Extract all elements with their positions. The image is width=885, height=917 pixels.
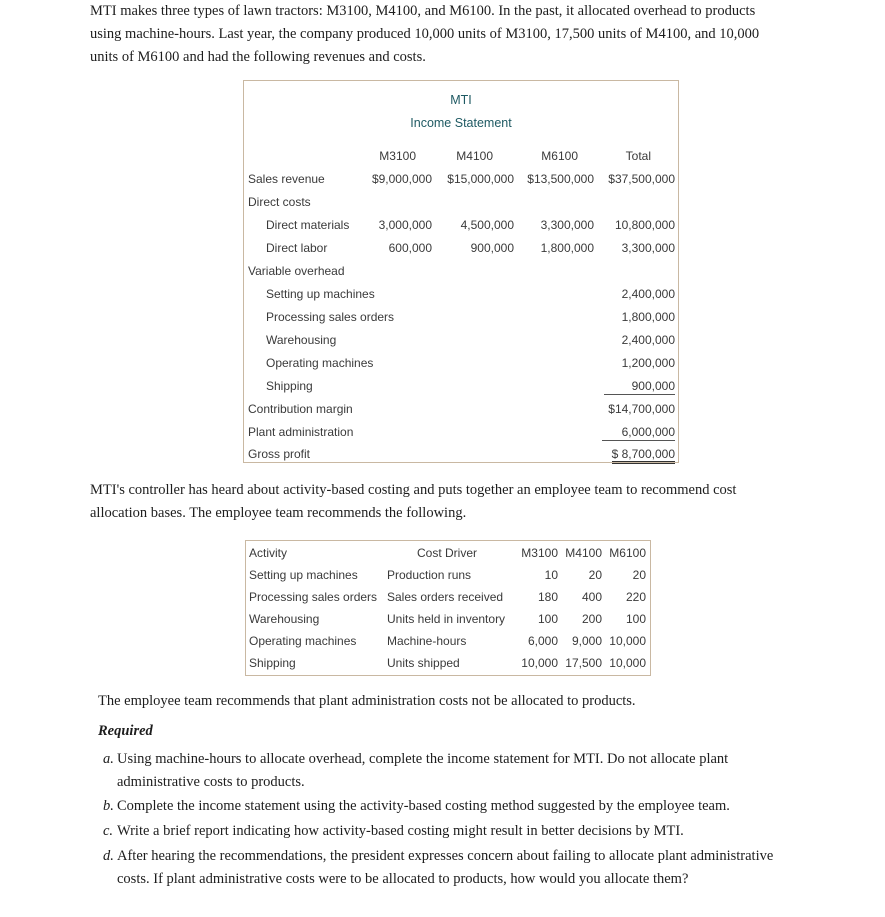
cell-value: 17,500: [565, 656, 602, 670]
row-label: Plant administration: [248, 425, 354, 439]
cell-value: 600,000: [388, 241, 432, 255]
table-row: [246, 656, 650, 676]
item-letter: c.: [103, 823, 114, 839]
required-item-a: [103, 748, 803, 794]
required-item-c: [103, 820, 803, 843]
intro-line: MTI makes three types of lawn tractors: M3100, M4100, and M6100. In the past, it allocated overhead to products: [90, 3, 756, 19]
column-header: Total: [625, 149, 651, 163]
table-row: [246, 634, 650, 654]
table-row: [244, 264, 678, 284]
abc-paragraph: [90, 479, 810, 525]
cell-value: 3,300,000: [621, 241, 675, 255]
row-label: Contribution margin: [248, 402, 353, 416]
row-label: Shipping: [266, 379, 313, 393]
cell-value: 200: [581, 612, 602, 626]
cell-value: 900,000: [470, 241, 514, 255]
cell-value: $13,500,000: [527, 172, 594, 186]
income-statement-company: MTI: [450, 93, 472, 107]
recommendation-paragraph: [98, 690, 818, 713]
table-row: [244, 195, 678, 215]
item-letter: d.: [103, 848, 114, 864]
cell-value: 6,000,000: [602, 425, 675, 441]
item-line: administrative costs to products.: [117, 774, 305, 790]
paragraph-line: The employee team recommends that plant administration costs not be allocated to products.: [98, 693, 636, 709]
table-row: [244, 402, 678, 422]
item-letter: a.: [103, 751, 114, 767]
cell-value: 220: [625, 590, 646, 604]
income-statement-table: [243, 80, 679, 463]
item-line: costs. If plant administrative costs were to be allocated to products, how would you allocate them?: [117, 871, 689, 887]
cell-value: 10: [544, 568, 558, 582]
cell-value: 10,000: [521, 656, 558, 670]
cell-value: 100: [537, 612, 558, 626]
cell-value: 900,000: [604, 379, 675, 395]
cell-value: 1,200,000: [621, 356, 675, 370]
row-label: Variable overhead: [248, 264, 345, 278]
item-line: Using machine-hours to allocate overhead, complete the income statement for MTI. Do not allocate plant: [117, 751, 729, 767]
cell-value: $15,000,000: [447, 172, 514, 186]
cell-value: $ 8,700,000: [612, 447, 675, 464]
column-header-row: [244, 149, 678, 169]
row-label: Direct labor: [266, 241, 328, 255]
table-row: [246, 612, 650, 632]
row-label: Direct materials: [266, 218, 350, 232]
intro-line: units of M6100 and had the following revenues and costs.: [90, 49, 426, 65]
cell-value: $9,000,000: [371, 172, 432, 186]
activity-cell: Processing sales orders: [249, 590, 378, 604]
cell-value: 20: [632, 568, 646, 582]
column-header: Cost Driver: [417, 546, 478, 560]
intro-line: using machine-hours. Last year, the company produced 10,000 units of M3100, 17,500 units of M4100, and 10,000: [90, 26, 760, 42]
driver-cell: Production runs: [387, 568, 472, 582]
cell-value: 400: [581, 590, 602, 604]
cost-driver-table: [245, 540, 651, 676]
cell-value: 3,000,000: [378, 218, 432, 232]
table-row: [244, 447, 678, 467]
cell-value: $37,500,000: [608, 172, 675, 186]
paragraph-line: allocation bases. The employee team recommends the following.: [90, 505, 467, 521]
cell-value: 2,400,000: [621, 287, 675, 301]
required-heading: Required: [98, 723, 153, 739]
activity-cell: Setting up machines: [249, 568, 358, 582]
table-row: [244, 333, 678, 353]
activity-cell: Operating machines: [249, 634, 357, 648]
cell-value: 9,000: [571, 634, 602, 648]
column-header: M4100: [456, 149, 493, 163]
driver-cell: Units held in inventory: [387, 612, 506, 626]
table-row: [244, 241, 678, 261]
driver-cell: Machine-hours: [387, 634, 467, 648]
cell-value: 20: [588, 568, 602, 582]
row-label: Operating machines: [266, 356, 374, 370]
table-row: [246, 568, 650, 588]
cell-value: 100: [625, 612, 646, 626]
cell-value: 1,800,000: [621, 310, 675, 324]
required-item-b: [103, 795, 803, 818]
row-label: Processing sales orders: [266, 310, 395, 324]
driver-cell: Sales orders received: [387, 590, 504, 604]
cell-value: 2,400,000: [621, 333, 675, 347]
column-header-row: [246, 546, 650, 566]
item-line: Write a brief report indicating how activity-based costing might result in better decisions by MTI.: [117, 823, 684, 839]
cell-value: 10,000: [609, 656, 646, 670]
row-label: Setting up machines: [266, 287, 375, 301]
cell-value: $14,700,000: [608, 402, 675, 416]
table-row: [244, 310, 678, 330]
income-statement-title: Income Statement: [410, 116, 512, 130]
cell-value: 1,800,000: [540, 241, 594, 255]
column-header: M3100: [521, 546, 558, 560]
driver-cell: Units shipped: [387, 656, 460, 670]
activity-cell: Warehousing: [249, 612, 320, 626]
item-line: Complete the income statement using the activity-based costing method suggested by the employee team.: [117, 798, 730, 814]
table-row: [246, 590, 650, 610]
table-row: [244, 356, 678, 376]
item-line: After hearing the recommendations, the president expresses concern about failing to allocate plant administrative: [117, 848, 774, 864]
column-header: M6100: [541, 149, 578, 163]
column-header: M6100: [609, 546, 646, 560]
cell-value: 6,000: [527, 634, 558, 648]
table-row: [244, 172, 678, 192]
cell-value: 10,000: [609, 634, 646, 648]
table-row: [244, 379, 678, 399]
row-label: Direct costs: [248, 195, 311, 209]
activity-cell: Shipping: [249, 656, 296, 670]
row-label: Warehousing: [266, 333, 337, 347]
table-row: [244, 287, 678, 307]
cell-value: 10,800,000: [614, 218, 675, 232]
intro-paragraph: [90, 0, 810, 69]
cell-value: 3,300,000: [540, 218, 594, 232]
table-row: [244, 425, 678, 445]
row-label: Sales revenue: [248, 172, 325, 186]
column-header: M4100: [565, 546, 602, 560]
table-row: [244, 218, 678, 238]
row-label: Gross profit: [248, 447, 311, 461]
paragraph-line: MTI's controller has heard about activity-based costing and puts together an employee team to recommend cost: [90, 482, 737, 498]
column-header: M3100: [379, 149, 416, 163]
column-header: Activity: [249, 546, 288, 560]
required-item-d: [103, 845, 803, 891]
cell-value: 180: [537, 590, 558, 604]
cell-value: 4,500,000: [460, 218, 514, 232]
item-letter: b.: [103, 798, 114, 814]
